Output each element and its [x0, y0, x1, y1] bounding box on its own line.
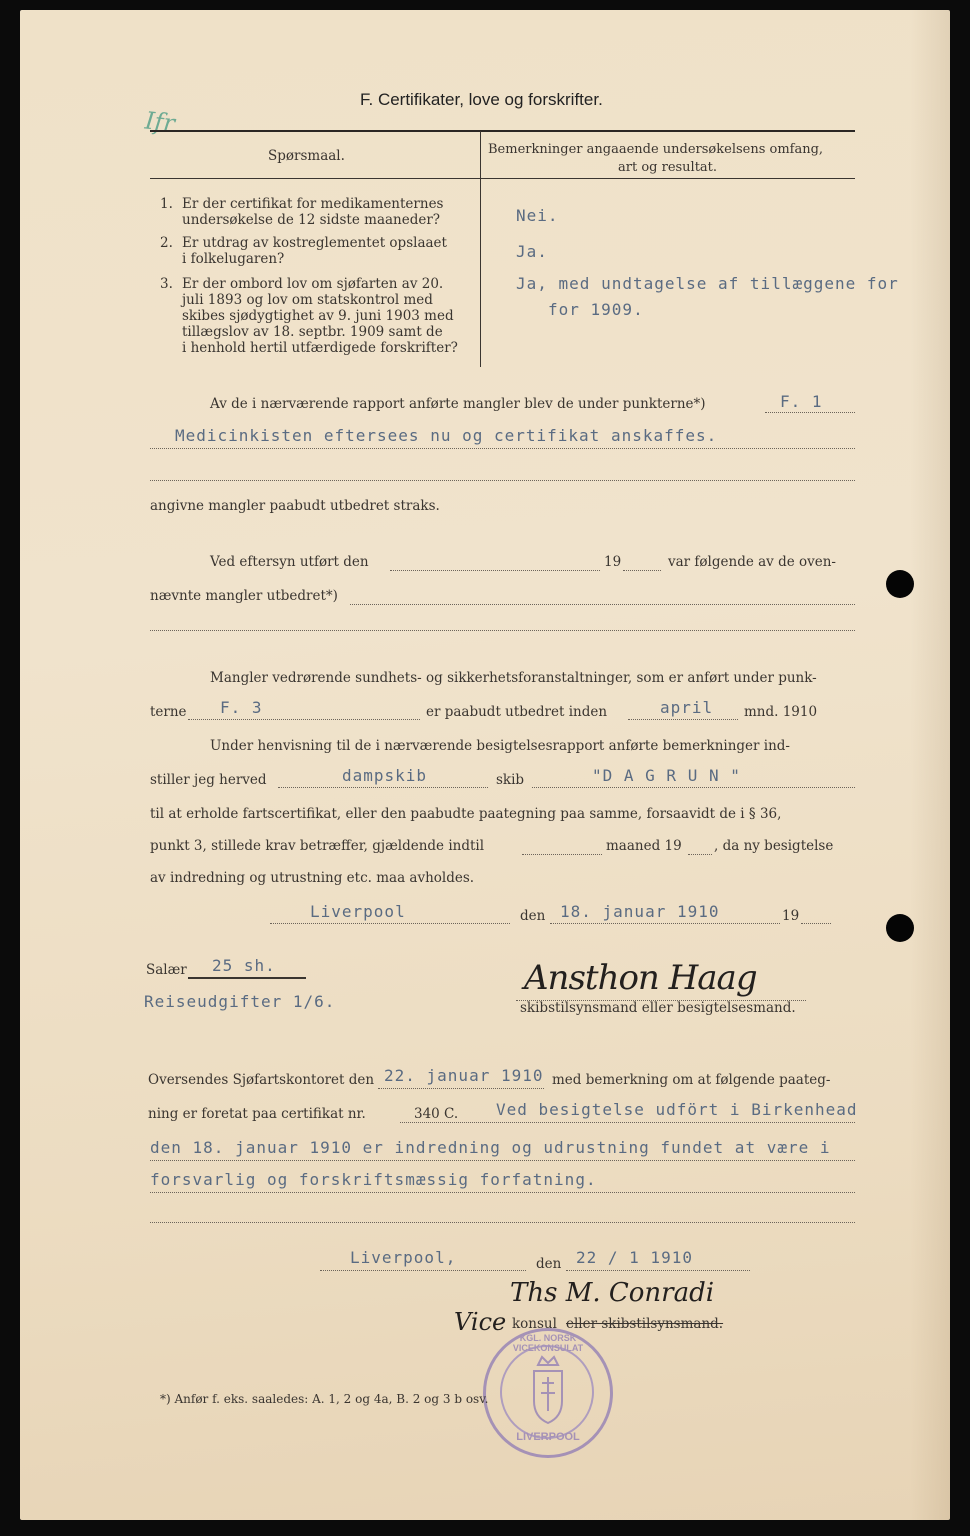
- question-1-line1: Er der certifikat for medikamenternes: [182, 196, 444, 212]
- defects-closing: angivne mangler paabudt utbedret straks.: [150, 498, 440, 514]
- pencil-mark: Ifr: [143, 106, 177, 138]
- table-header-left: Spørsmaal.: [268, 148, 345, 164]
- date-1-year-suffix: 19: [782, 908, 800, 924]
- vessel-type-value: dampskib: [342, 766, 428, 785]
- forwarding-typed-3: forsvarlig og forskriftsmæssig forfatning.: [150, 1170, 597, 1189]
- defects-points-dots: [765, 412, 855, 413]
- answer-2: Ja.: [516, 242, 548, 261]
- table-header-rule: [150, 178, 855, 179]
- date-1-dots: [550, 923, 780, 924]
- vice-handwritten: Vice: [454, 1308, 507, 1336]
- recommendation-line1: Under henvisning til de i nærværende besigtelsesrapport anførte bemerkninger ind-: [210, 738, 790, 754]
- place-1-dots: [270, 923, 510, 924]
- forwarding-dots-1: [400, 1122, 855, 1123]
- inspection-year: 19: [604, 554, 622, 570]
- section-title: F. Certifikater, love og forskrifter.: [360, 90, 603, 109]
- consular-stamp: [483, 1328, 613, 1458]
- struck-caption: eller skibstilsynsmand.: [566, 1316, 724, 1332]
- recommendation-line5: av indredning og utrustning etc. maa avholdes.: [150, 870, 475, 886]
- inspection-line1-pre: Ved eftersyn utført den: [210, 554, 369, 570]
- footnote: *) Anfør f. eks. saaledes: A. 1, 2 og 4a, B. 2 og 3 b osv.: [160, 1392, 489, 1406]
- certificate-number: 340 C.: [414, 1106, 459, 1122]
- health-points-value: F. 3: [220, 698, 263, 717]
- recommendation-line2-pre: stiller jeg herved: [150, 772, 267, 788]
- health-line2-post: mnd. 1910: [744, 704, 818, 720]
- forwarding-line1-post: med bemerkning om at følgende paateg-: [552, 1072, 831, 1088]
- defects-typed-line: Medicinkisten eftersees nu og certifikat anskaffes.: [175, 426, 718, 445]
- question-3-number: 3.: [160, 276, 173, 292]
- forwarding-line1-pre: Oversendes Sjøfartskontoret den: [148, 1072, 375, 1088]
- salary-label: Salær: [146, 962, 187, 978]
- defects-line-dots-2: [150, 480, 855, 481]
- forwarding-line2-pre: ning er foretat paa certifikat nr.: [148, 1106, 366, 1122]
- vessel-name-value: "D A G R U N ": [592, 766, 741, 785]
- table-header-right-1: Bemerkninger angaaende undersøkelsens omfang,: [488, 142, 824, 157]
- document-page: [20, 10, 950, 1520]
- forwarding-date-value: 22. januar 1910: [384, 1066, 544, 1085]
- answer-3-line1: Ja, med undtagelse af tillæggene for: [516, 274, 899, 293]
- forwarding-date-dots: [378, 1088, 544, 1089]
- consul-signature: Ths M. Conradi: [510, 1278, 715, 1308]
- place-1-den: den: [520, 908, 546, 924]
- table-column-divider: [480, 131, 481, 367]
- inspection-line1-post: var følgende av de oven-: [668, 554, 836, 570]
- date-2-dots: [566, 1270, 750, 1271]
- recommendation-line4-post: , da ny besigtelse: [714, 838, 834, 854]
- question-2-line2: i folkelugaren?: [182, 251, 285, 267]
- travel-expenses: Reiseudgifter 1/6.: [144, 992, 336, 1011]
- valid-year-dots: [688, 854, 712, 855]
- health-month-dots: [628, 719, 738, 720]
- question-3-line5: i henhold hertil utfærdigede forskrifter?: [182, 340, 458, 356]
- question-3-line3: skibes sjødygtighet av 9. juni 1903 med: [182, 308, 454, 324]
- place-2-value: Liverpool,: [350, 1248, 457, 1267]
- inspection-date-dots: [390, 570, 600, 571]
- forwarding-dots-2: [150, 1160, 855, 1161]
- forwarding-dots-3: [150, 1192, 855, 1193]
- inspection-line2-dots: [350, 604, 855, 605]
- stamp-bottom-text: LIVERPOOL: [516, 1431, 580, 1443]
- inspector-caption: skibstilsynsmand eller besigtelsesmand.: [520, 1000, 796, 1016]
- recommendation-line3: til at erholde fartscertifikat, eller den paabudte paategning paa samme, forsaavidt de i § 36,: [150, 806, 782, 822]
- health-month-value: april: [660, 698, 714, 717]
- punch-hole-bottom: [886, 914, 914, 942]
- health-line2-pre: terne: [150, 704, 187, 720]
- date-2-value: 22 / 1 1910: [576, 1248, 693, 1267]
- question-3-line2: juli 1893 og lov om statskontrol med: [182, 292, 433, 308]
- recommendation-line2-mid: skib: [496, 772, 525, 788]
- health-points-dots: [188, 719, 420, 720]
- recommendation-line4-mid: maaned 19: [606, 838, 682, 854]
- table-top-rule: [150, 130, 855, 132]
- forwarding-dots-4: [150, 1222, 855, 1223]
- place-2-dots: [320, 1270, 526, 1271]
- question-1-number: 1.: [160, 196, 173, 212]
- date-1-value: 18. januar 1910: [560, 902, 720, 921]
- question-2-number: 2.: [160, 235, 173, 251]
- inspection-line2: nævnte mangler utbedret*): [150, 588, 338, 604]
- consul-caption: konsul: [512, 1316, 557, 1332]
- place-2-den: den: [536, 1256, 562, 1272]
- inspection-year-dots: [623, 570, 661, 571]
- salary-value: 25 sh.: [212, 956, 276, 975]
- answer-1: Nei.: [516, 206, 559, 225]
- health-line1: Mangler vedrørende sundhets- og sikkerhetsforanstaltninger, som er anført under punk-: [210, 670, 817, 686]
- defects-line-dots: [150, 448, 855, 449]
- vessel-name-dots: [532, 787, 855, 788]
- health-line2-mid: er paabudt utbedret inden: [426, 704, 608, 720]
- defects-points-value: F. 1: [780, 392, 823, 411]
- date-1-year-dots: [801, 923, 831, 924]
- vessel-type-dots: [278, 787, 488, 788]
- question-3-line1: Er der ombord lov om sjøfarten av 20.: [182, 276, 444, 292]
- stamp-top-text: KGL. NORSK VICEKONSULAT: [512, 1333, 584, 1353]
- answer-3-line2: for 1909.: [548, 300, 644, 319]
- forwarding-typed-2: den 18. januar 1910 er indredning og udrustning fundet at være i: [150, 1138, 831, 1157]
- inspector-signature: Ansthon Haag: [524, 958, 757, 998]
- table-header-right-2: art og resultat.: [618, 160, 718, 175]
- place-1-value: Liverpool: [310, 902, 406, 921]
- punch-hole-top: [886, 570, 914, 598]
- question-3-line4: tillægslov av 18. septbr. 1909 samt de: [182, 324, 443, 340]
- question-1-line2: undersøkelse de 12 sidste maaneder?: [182, 212, 441, 228]
- page-edge-shadow: [910, 10, 950, 1520]
- defects-intro: Av de i nærværende rapport anførte mangler blev de under punkterne*): [210, 396, 706, 412]
- valid-until-dots: [522, 854, 602, 855]
- recommendation-line4-pre: punkt 3, stillede krav betræffer, gjældende indtil: [150, 838, 485, 854]
- forwarding-typed-1: Ved besigtelse udfört i Birkenhead: [496, 1100, 858, 1119]
- salary-underline: [188, 977, 306, 979]
- inspection-line3-dots: [150, 630, 855, 631]
- question-2-line1: Er utdrag av kostreglementet opslaaet: [182, 235, 447, 251]
